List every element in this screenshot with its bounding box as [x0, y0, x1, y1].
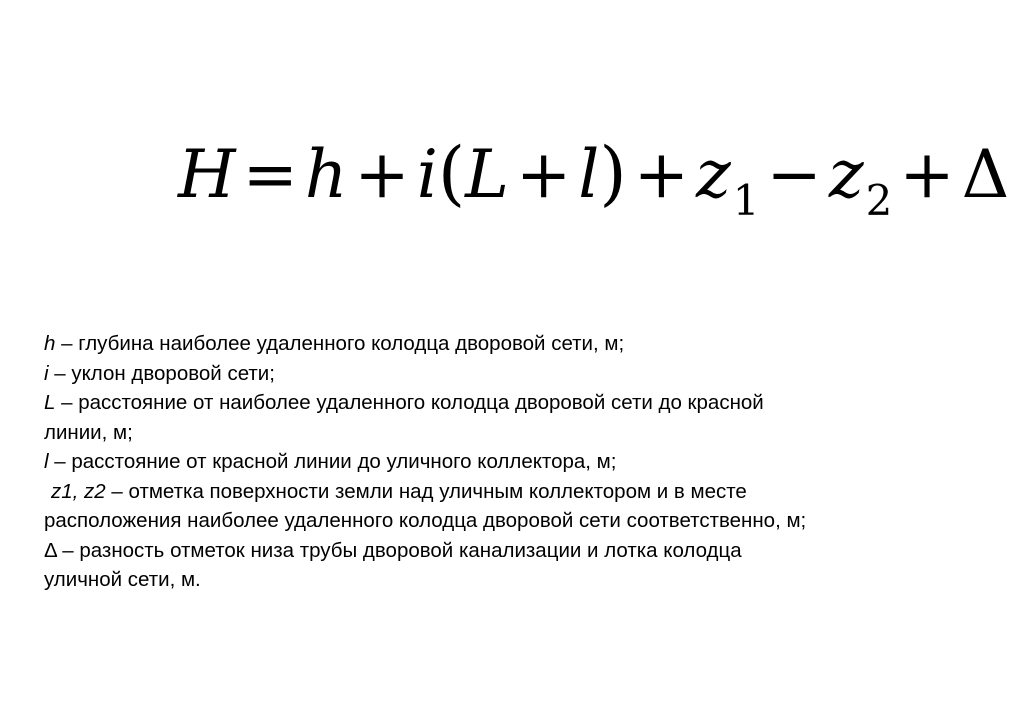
definition-text: – уклон дворовой сети;	[48, 361, 275, 385]
definition-symbol: L	[44, 391, 56, 414]
formula-symbol-L: L	[465, 136, 509, 213]
formula	[178, 128, 1009, 225]
formula-plus: +	[633, 136, 689, 213]
definition-text: уличной сети, м.	[44, 568, 201, 591]
definition-delta-continued	[44, 565, 944, 595]
formula-symbol-H: H	[178, 136, 236, 213]
formula-subscript-1: 1	[732, 176, 760, 225]
definition-symbol: l	[44, 450, 49, 473]
formula-minus: −	[766, 136, 822, 213]
formula-symbol-i: i	[416, 136, 438, 213]
definition-h	[44, 329, 944, 359]
definition-delta	[44, 536, 944, 566]
definition-L-continued	[44, 418, 944, 448]
formula-plus: +	[354, 136, 410, 213]
definition-z-continued	[44, 506, 944, 536]
definitions-list	[44, 329, 944, 595]
formula-symbol-z1: z	[696, 136, 731, 213]
definition-text: Δ – разность отметок низа трубы дворовой канализации и лотка колодца	[44, 538, 742, 562]
formula-symbol-l: l	[578, 136, 600, 213]
formula-left-paren: (	[437, 132, 466, 214]
formula-subscript-2: 2	[865, 176, 893, 225]
definition-symbol: i	[44, 361, 49, 385]
formula-symbol-delta: Δ	[961, 136, 1009, 213]
formula-plus: +	[515, 136, 572, 213]
definition-l	[44, 447, 944, 477]
definition-text: – отметка поверхности земли над уличным коллектором и в месте	[105, 479, 747, 503]
definition-L	[44, 388, 944, 418]
definition-text: линии, м;	[44, 420, 133, 444]
definition-symbol: h	[44, 332, 56, 355]
definition-text: – расстояние от красной линии до уличного коллектора, м;	[48, 450, 617, 473]
formula-symbol-z2: z	[828, 136, 864, 213]
definition-text: – расстояние от наиболее удаленного колодца дворовой сети до красной	[55, 391, 764, 414]
definition-z	[44, 477, 944, 507]
definition-text: – глубина наиболее удаленного колодца дворовой сети, м;	[55, 332, 625, 355]
formula-right-paren: )	[599, 132, 627, 214]
formula-equals: =	[242, 136, 298, 213]
definition-symbol: z1, z2	[51, 479, 106, 503]
formula-symbol-h: h	[304, 136, 348, 213]
definition-i	[44, 359, 944, 389]
definition-text: расположения наиболее удаленного колодца дворовой сети соответственно, м;	[44, 509, 807, 532]
formula-plus: +	[899, 136, 955, 213]
